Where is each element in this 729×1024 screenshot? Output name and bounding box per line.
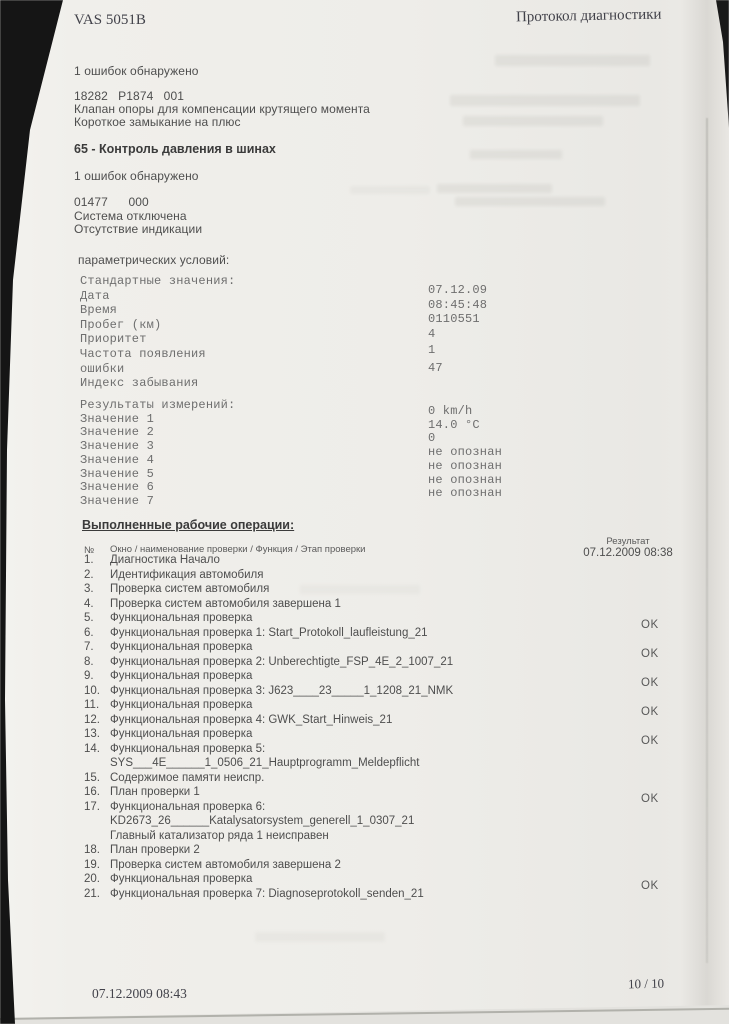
meas-label: Значение 2 — [80, 425, 155, 440]
operation-text: Функциональная проверка — [110, 728, 253, 740]
operation-text: Функциональная проверка 4: GWK_Start_Hinweis_21 — [110, 713, 393, 726]
operation-number: 13. — [84, 728, 100, 740]
operation-row — [84, 618, 729, 641]
operation-row — [84, 698, 729, 713]
operation-row — [84, 829, 729, 844]
operation-number: 10. — [84, 684, 100, 697]
meas-value: 0 km/h — [428, 404, 473, 418]
meas-label: Значение 7 — [80, 493, 155, 508]
std-label: Приоритет — [80, 332, 147, 347]
standard-values-labels — [80, 274, 235, 391]
operation-text: Функциональная проверка 6: — [110, 800, 266, 813]
operation-text: Функциональная проверка 3: J623____23_____1_1208_21_NMK — [110, 684, 454, 697]
result-datetime: 07.12.2009 08:38 — [583, 547, 673, 559]
std-value: 4 — [428, 326, 436, 341]
operation-number: 21. — [84, 887, 100, 900]
operation-number: 4. — [84, 597, 94, 610]
operation-row — [84, 727, 729, 742]
std-value: 07.12.09 — [428, 283, 488, 297]
measured-values-labels — [80, 399, 235, 509]
operation-number: 16. — [84, 786, 100, 798]
operation-number: 18. — [84, 844, 100, 856]
operation-row — [84, 843, 729, 858]
operation-result: OK — [641, 879, 659, 892]
operation-number: 19. — [84, 858, 100, 871]
operation-row — [84, 611, 729, 626]
bleedthrough-smudge — [300, 585, 420, 594]
operation-number: 11. — [84, 699, 100, 711]
std-label: Пробег (км) — [80, 317, 162, 332]
operation-number: 14. — [84, 742, 100, 755]
operation-row — [84, 785, 729, 800]
bleedthrough-smudge — [437, 184, 552, 193]
bleedthrough-smudge — [350, 186, 430, 194]
fault-desc-1b: Короткое замыкание на плюс — [74, 115, 241, 129]
operation-row — [84, 669, 729, 684]
standard-values-title: Стандартные значения: — [80, 274, 236, 288]
std-value: 0110551 — [428, 312, 480, 327]
std-label: Частота появления — [80, 346, 206, 361]
operation-text: Содержимое памяти неиспр. — [110, 771, 265, 784]
page-indicator: 10 / 10 — [627, 975, 665, 992]
right-edge-shadow — [680, 0, 729, 1024]
operation-number — [84, 829, 110, 844]
bleedthrough-smudge — [470, 150, 562, 159]
meas-label: Значение 3 — [80, 439, 155, 454]
operation-number: 5. — [84, 612, 94, 624]
meas-value: 14.0 °C — [428, 417, 480, 432]
bleedthrough-smudge — [463, 116, 603, 126]
operation-text: SYS___4E______1_0506_21_Hauptprogramm_Meldepflicht — [110, 757, 420, 769]
operation-row — [84, 553, 729, 568]
operation-text: Идентификация автомобиля — [110, 568, 264, 581]
fault-desc-2b: Отсутствие индикации — [74, 222, 203, 236]
errors-found-1: 1 ошибок обнаружено — [74, 64, 199, 78]
operation-number: 1. — [84, 554, 94, 566]
operation-text: Проверка систем автомобиля завершена 2 — [110, 858, 341, 871]
result-column-label: Результат — [606, 536, 650, 547]
operation-text: Функциональная проверка 5: — [110, 742, 266, 755]
operation-result: OK — [641, 618, 659, 631]
meas-label: Значение 4 — [80, 452, 155, 467]
operation-row — [84, 872, 729, 887]
operation-text: Проверка систем автомобиля — [110, 583, 270, 595]
operation-row — [84, 597, 729, 612]
meas-value: не опознан — [428, 458, 503, 473]
operation-text: План проверки 2 — [110, 844, 200, 856]
std-value: 47 — [428, 361, 443, 376]
fault-code-1: 18282 P1874 001 — [74, 89, 184, 103]
bleedthrough-smudge — [455, 197, 605, 206]
operation-number: 3. — [84, 583, 94, 595]
bleedthrough-smudge — [255, 932, 385, 942]
operation-number: 20. — [84, 873, 100, 885]
paper-fold-line — [706, 118, 708, 963]
measured-values-values — [428, 405, 502, 501]
meas-value: 0 — [428, 431, 436, 446]
operation-row — [84, 647, 729, 670]
operation-row — [84, 568, 729, 583]
operation-result: OK — [641, 705, 659, 718]
section-65-title: 65 - Контроль давления в шинах — [74, 142, 276, 156]
operation-number — [84, 756, 110, 771]
operation-result: OK — [641, 734, 659, 747]
std-value: 1 — [428, 343, 436, 358]
operation-number — [84, 814, 110, 829]
std-label: Дата — [80, 288, 110, 303]
std-label: Время — [80, 303, 118, 318]
operation-number: 7. — [84, 641, 94, 653]
operation-text: Функциональная проверка — [110, 873, 253, 885]
operation-row — [84, 640, 729, 655]
meas-label: Значение 6 — [80, 480, 155, 495]
operation-text: Главный катализатор ряда 1 неисправен — [110, 829, 329, 842]
operations-title: Выполненные рабочие операции: — [82, 518, 295, 532]
operations-col-num: № — [84, 545, 95, 556]
operation-result: OK — [641, 676, 659, 689]
operation-text: Функциональная проверка — [110, 699, 253, 711]
parametric-conditions-note: параметрических условий: — [78, 253, 230, 267]
operation-row — [84, 756, 729, 771]
footer-datetime: 07.12.2009 08:43 — [92, 986, 187, 1001]
std-value: 08:45:48 — [428, 297, 488, 312]
standard-values-values — [428, 283, 487, 377]
operations-col-desc: Окно / наименование проверки / Функция / Этап проверки — [110, 544, 366, 555]
operation-text: Функциональная проверка 1: Start_Protokoll_laufleistung_21 — [110, 626, 428, 639]
operation-row — [84, 814, 729, 829]
meas-label: Значение 1 — [80, 411, 155, 426]
fault-desc-1a: Клапан опоры для компенсации крутящего момента — [74, 102, 370, 116]
operation-row — [84, 676, 729, 699]
operation-text: Функциональная проверка 2: Unberechtigte_FSP_4E_2_1007_21 — [110, 655, 454, 668]
measured-values-title: Результаты измерений: — [80, 398, 236, 412]
operations-list — [84, 553, 729, 901]
operation-number: 12. — [84, 713, 100, 726]
operation-number: 2. — [84, 568, 94, 581]
operation-text: План проверки 1 — [110, 786, 200, 798]
meas-value: не опознан — [428, 472, 503, 487]
operation-result: OK — [641, 647, 659, 660]
operation-text: Функциональная проверка — [110, 612, 253, 624]
fault-code-2: 01477 000 — [74, 195, 149, 209]
operation-text: Диагностика Начало — [110, 554, 220, 566]
operation-text: Функциональная проверка — [110, 670, 253, 682]
device-name: VAS 5051B — [74, 12, 146, 28]
fault-desc-2a: Система отключена — [74, 209, 187, 223]
operation-number: 9. — [84, 670, 94, 682]
operation-number: 6. — [84, 626, 94, 639]
operation-row — [84, 858, 729, 873]
bleedthrough-smudge — [450, 95, 640, 106]
operation-number: 15. — [84, 771, 100, 784]
operation-text: KD2673_26______Katalysatorsystem_generell_1_0307_21 — [110, 815, 415, 827]
operation-text: Проверка систем автомобиля завершена 1 — [110, 597, 341, 610]
operation-text: Функциональная проверка — [110, 641, 253, 653]
bleedthrough-smudge — [495, 55, 650, 66]
errors-found-2: 1 ошибок обнаружено — [74, 169, 199, 183]
meas-value: не опознан — [428, 486, 503, 501]
operation-result: OK — [641, 792, 659, 805]
meas-value: не опознан — [428, 445, 503, 460]
operation-number: 8. — [84, 655, 94, 668]
operation-number: 17. — [84, 800, 100, 813]
document-title: Протокол диагностики — [515, 6, 662, 26]
operation-row — [84, 771, 729, 786]
meas-label: Значение 5 — [80, 466, 155, 481]
std-label: Индекс забывания — [80, 376, 199, 391]
operation-text: Функциональная проверка 7: Diagnoseprotokoll_senden_21 — [110, 887, 424, 900]
std-label: ошибки — [80, 361, 125, 376]
